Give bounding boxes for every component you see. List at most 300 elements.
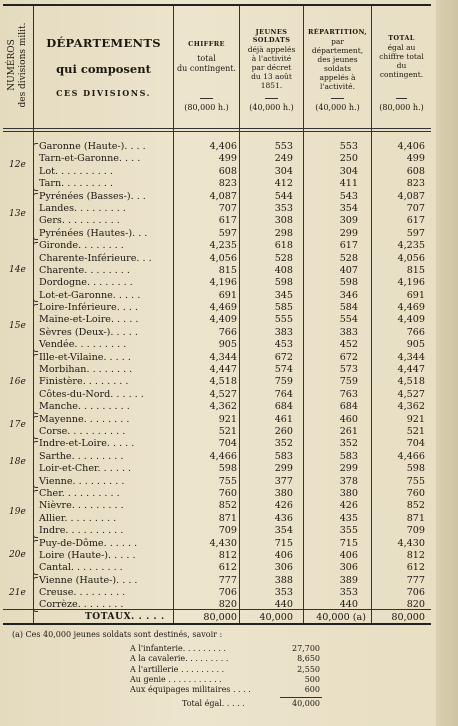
cell-total-contingent: 4,344 bbox=[209, 351, 237, 363]
cell-repartition: 584 bbox=[339, 302, 358, 314]
header-c2-unit: (40,000 h.) bbox=[249, 103, 294, 112]
cell-already-called: 598 bbox=[274, 277, 293, 289]
cell-total-contingent: 617 bbox=[218, 215, 237, 227]
cell-total-equal: 4,056 bbox=[397, 252, 425, 264]
cell-total-equal: 777 bbox=[406, 574, 425, 586]
totals-label: TOTAUX. . . . . bbox=[85, 612, 165, 622]
cell-repartition: 352 bbox=[339, 438, 358, 450]
department-name: Charente. . . . . . . . bbox=[39, 264, 130, 276]
division-brace bbox=[33, 354, 38, 414]
cell-repartition: 353 bbox=[339, 587, 358, 599]
cell-total-contingent: 4,430 bbox=[209, 537, 237, 549]
header-c2-sub: déjà appelés à l'activité par décret du 13 août 1851. bbox=[247, 45, 296, 90]
footnote-item-label: Aux équipages militaires . . . . bbox=[130, 684, 251, 694]
cell-already-called: 304 bbox=[274, 165, 293, 177]
cell-already-called: 380 bbox=[274, 487, 293, 499]
cell-total-equal: 820 bbox=[406, 599, 425, 611]
division-brace bbox=[33, 143, 38, 191]
cell-already-called: 555 bbox=[274, 314, 293, 326]
cell-repartition: 346 bbox=[339, 289, 358, 301]
cell-total-contingent: 812 bbox=[218, 549, 237, 561]
cell-total-contingent: 4,518 bbox=[209, 376, 237, 388]
header-division-line1: NUMÉROS bbox=[7, 39, 17, 91]
division-brace bbox=[33, 416, 38, 439]
table-row bbox=[3, 376, 431, 388]
cell-total-contingent: 905 bbox=[218, 339, 237, 351]
cell-total-contingent: 4,406 bbox=[209, 141, 237, 152]
cell-repartition: 354 bbox=[339, 202, 358, 214]
cell-total-contingent: 4,196 bbox=[209, 277, 237, 289]
cell-already-called: 306 bbox=[274, 562, 293, 574]
department-name: Pyrénées (Hautes-). . . bbox=[39, 227, 148, 239]
cell-already-called: 345 bbox=[274, 289, 293, 301]
cell-total-contingent: 820 bbox=[218, 599, 237, 611]
cell-total-contingent: 766 bbox=[218, 326, 237, 338]
cell-repartition: 583 bbox=[339, 450, 358, 462]
cell-already-called: 353 bbox=[274, 202, 293, 214]
department-name: Finistère. . . . . . . . bbox=[39, 376, 129, 388]
footnote-item-value: 8,650 bbox=[297, 654, 320, 664]
header-division-numbers bbox=[3, 6, 33, 128]
cell-already-called: 354 bbox=[274, 525, 293, 537]
table-row bbox=[3, 253, 431, 265]
header-c1-title: CHIFFRE bbox=[188, 40, 225, 48]
header-rule bbox=[3, 131, 431, 132]
cell-already-called: 764 bbox=[274, 388, 293, 400]
cell-total-equal: 4,344 bbox=[397, 351, 425, 363]
cell-already-called: 408 bbox=[274, 264, 293, 276]
department-name: Creuse. . . . . . . . . bbox=[39, 587, 126, 599]
header-total-equal bbox=[372, 6, 431, 128]
cell-total-contingent: 707 bbox=[218, 202, 237, 214]
cell-repartition: 306 bbox=[339, 562, 358, 574]
header-repartition bbox=[304, 6, 371, 128]
cell-total-contingent: 871 bbox=[218, 512, 237, 524]
department-name: Nièvre. . . . . . . . . bbox=[39, 500, 124, 512]
department-name: Charente-Inférieure. . . bbox=[39, 252, 152, 264]
table-row bbox=[3, 364, 431, 376]
cell-total-equal: 766 bbox=[406, 326, 425, 338]
header-c1-dash bbox=[200, 98, 213, 99]
table-row bbox=[3, 476, 431, 488]
table-row bbox=[3, 265, 431, 277]
cell-total-contingent: 4,527 bbox=[209, 388, 237, 400]
table-row bbox=[3, 290, 431, 302]
table-row bbox=[3, 587, 431, 599]
cell-total-contingent: 4,447 bbox=[209, 364, 237, 376]
header-rule bbox=[3, 128, 431, 129]
division-number: 17e bbox=[9, 420, 26, 431]
table-row bbox=[3, 451, 431, 463]
department-name: Vienne. . . . . . . . . bbox=[39, 475, 125, 487]
department-name: Gers. . . . . . . . . . bbox=[39, 215, 120, 227]
footnote-total-label: Total égal. . . . . bbox=[182, 699, 245, 709]
cell-total-contingent: 4,409 bbox=[209, 314, 237, 326]
division-brace bbox=[33, 540, 38, 575]
cell-total-equal: 4,518 bbox=[397, 376, 425, 388]
table-row bbox=[3, 166, 431, 178]
cell-repartition: 299 bbox=[339, 227, 358, 239]
cell-repartition: 407 bbox=[339, 264, 358, 276]
footnote-item-value: 500 bbox=[304, 674, 320, 684]
table-row bbox=[3, 500, 431, 512]
cell-already-called: 406 bbox=[274, 549, 293, 561]
cell-total-equal: 4,087 bbox=[397, 190, 425, 202]
cell-repartition: 355 bbox=[339, 525, 358, 537]
header-c4-dash bbox=[396, 98, 408, 99]
cell-repartition: 553 bbox=[339, 141, 358, 152]
table-row bbox=[3, 327, 431, 339]
cell-repartition: 250 bbox=[339, 153, 358, 165]
department-name: Loire (Haute-). . . . . bbox=[39, 549, 136, 561]
cell-total-equal: 597 bbox=[406, 227, 425, 239]
cell-repartition: 528 bbox=[339, 252, 358, 264]
department-name: Vienne (Haute-). . . . bbox=[39, 574, 138, 586]
header-departments bbox=[34, 6, 173, 128]
division-number: 19e bbox=[9, 507, 26, 517]
department-name: Loire-Inférieure. . . . bbox=[39, 302, 139, 314]
department-name: Côtes-du-Nord. . . . . . bbox=[39, 388, 144, 400]
table-row bbox=[3, 426, 431, 438]
cell-repartition: 598 bbox=[339, 277, 358, 289]
department-name: Mayenne. . . . . . . . bbox=[39, 413, 130, 425]
cell-repartition: 672 bbox=[339, 351, 358, 363]
department-name: Lot. . . . . . . . . . bbox=[39, 165, 113, 177]
cell-total-equal: 499 bbox=[406, 153, 425, 165]
division-brace bbox=[33, 242, 38, 302]
cell-already-called: 353 bbox=[274, 587, 293, 599]
cell-already-called: 412 bbox=[274, 178, 293, 190]
department-name: Loir-et-Cher. . . . . . bbox=[39, 463, 132, 475]
cell-total-contingent: 706 bbox=[218, 587, 237, 599]
division-number: 21e bbox=[9, 587, 26, 598]
department-name: Indre. . . . . . . . . . bbox=[39, 525, 124, 537]
cell-total-contingent: 704 bbox=[218, 438, 237, 450]
table-row bbox=[3, 414, 431, 426]
division-number: 12e bbox=[9, 159, 26, 170]
totals-c3: 40,000 (a) bbox=[316, 612, 366, 623]
cell-repartition: 452 bbox=[339, 339, 358, 351]
cell-total-equal: 617 bbox=[406, 215, 425, 227]
table-row bbox=[3, 463, 431, 475]
table-row bbox=[3, 314, 431, 326]
department-name: Cher. . . . . . . . . . bbox=[39, 487, 120, 499]
cell-already-called: 383 bbox=[274, 326, 293, 338]
cell-total-equal: 905 bbox=[406, 339, 425, 351]
department-name: Landes. . . . . . . . . bbox=[39, 202, 126, 214]
table-row bbox=[3, 550, 431, 562]
page-gutter bbox=[436, 0, 458, 726]
cell-already-called: 298 bbox=[274, 227, 293, 239]
header-c1-unit: (80,000 h.) bbox=[184, 103, 229, 112]
department-name: Sarthe. . . . . . . . . bbox=[39, 450, 124, 462]
cell-total-equal: 706 bbox=[406, 587, 425, 599]
table-body bbox=[3, 141, 431, 612]
cell-already-called: 684 bbox=[274, 401, 293, 413]
cell-total-equal: 815 bbox=[406, 264, 425, 276]
cell-total-equal: 598 bbox=[406, 463, 425, 475]
footnote-item bbox=[12, 665, 422, 675]
cell-repartition: 435 bbox=[339, 512, 358, 524]
department-name: Gironde. . . . . . . . bbox=[39, 240, 124, 252]
contingent-table bbox=[3, 4, 431, 625]
cell-repartition: 383 bbox=[339, 326, 358, 338]
header-c1-sub1: total bbox=[197, 54, 216, 63]
department-name: Tarn. . . . . . . . . bbox=[39, 178, 113, 190]
header-dept-line1: DÉPARTEMENTS bbox=[46, 36, 161, 50]
table-row bbox=[3, 141, 431, 153]
department-name: Cantal. . . . . . . . . bbox=[39, 562, 123, 574]
cell-total-equal: 521 bbox=[406, 425, 425, 437]
cell-already-called: 672 bbox=[274, 351, 293, 363]
cell-repartition: 304 bbox=[339, 165, 358, 177]
footnote-item-label: A l'infanterie. . . . . . . . . bbox=[130, 644, 226, 654]
cell-total-contingent: 499 bbox=[218, 153, 237, 165]
cell-already-called: 759 bbox=[274, 376, 293, 388]
cell-total-contingent: 612 bbox=[218, 562, 237, 574]
table-row bbox=[3, 203, 431, 215]
table-row bbox=[3, 191, 431, 203]
cell-repartition: 460 bbox=[339, 413, 358, 425]
table-row bbox=[3, 525, 431, 537]
cell-repartition: 715 bbox=[339, 537, 358, 549]
cell-repartition: 380 bbox=[339, 487, 358, 499]
cell-already-called: 388 bbox=[274, 574, 293, 586]
cell-repartition: 543 bbox=[339, 190, 358, 202]
cell-total-contingent: 598 bbox=[218, 463, 237, 475]
table-row bbox=[3, 215, 431, 227]
cell-already-called: 436 bbox=[274, 512, 293, 524]
cell-repartition: 573 bbox=[339, 364, 358, 376]
department-name: Lot-et-Garonne. . . . . bbox=[39, 289, 141, 301]
division-brace bbox=[33, 304, 38, 352]
division-brace bbox=[33, 193, 38, 241]
cell-total-equal: 4,362 bbox=[397, 401, 425, 413]
table-row bbox=[3, 488, 431, 500]
header-already-called bbox=[240, 6, 303, 128]
header-c3-unit: (40,000 h.) bbox=[315, 103, 360, 112]
cell-total-equal: 704 bbox=[406, 438, 425, 450]
department-name: Vendée. . . . . . . . . bbox=[39, 339, 127, 351]
table-row bbox=[3, 228, 431, 240]
table-row bbox=[3, 438, 431, 450]
header-c3-title: RÉPARTITION, bbox=[307, 28, 368, 36]
cell-total-contingent: 823 bbox=[218, 178, 237, 190]
cell-total-equal: 871 bbox=[406, 512, 425, 524]
cell-total-contingent: 777 bbox=[218, 574, 237, 586]
footnote-item-label: Au genie . . . . . . . . . . . bbox=[130, 674, 222, 684]
division-number: 16e bbox=[9, 376, 26, 387]
cell-already-called: 260 bbox=[274, 425, 293, 437]
department-name: Ille-et-Vilaine. . . . . bbox=[39, 351, 131, 363]
header-c4-title: TOTAL bbox=[388, 34, 415, 42]
footnote-title: (a) Ces 40,000 jeunes soldats sont destinés, savoir : bbox=[12, 630, 223, 639]
division-number: 15e bbox=[9, 321, 26, 331]
table-row bbox=[3, 178, 431, 190]
department-name: Garonne (Haute-). . . . bbox=[39, 141, 146, 152]
footnote-item-label: A l'artillerie . . . . . . . . . bbox=[130, 664, 225, 674]
totals-row bbox=[3, 611, 431, 624]
table-row bbox=[3, 302, 431, 314]
division-number: 14e bbox=[9, 265, 26, 276]
header-c4-unit: (80,000 h.) bbox=[379, 103, 424, 112]
cell-already-called: 377 bbox=[274, 475, 293, 487]
department-name: Allier. . . . . . . . . bbox=[39, 512, 117, 524]
footnote-total bbox=[12, 699, 422, 709]
cell-total-equal: 921 bbox=[406, 413, 425, 425]
cell-repartition: 389 bbox=[339, 574, 358, 586]
cell-total-contingent: 608 bbox=[218, 165, 237, 177]
cell-total-contingent: 755 bbox=[218, 475, 237, 487]
cell-total-contingent: 852 bbox=[218, 500, 237, 512]
cell-already-called: 583 bbox=[274, 450, 293, 462]
table-row bbox=[3, 153, 431, 165]
cell-total-contingent: 4,469 bbox=[209, 302, 237, 314]
cell-repartition: 299 bbox=[339, 463, 358, 475]
department-name: Morbihan. . . . . . . . bbox=[39, 364, 133, 376]
cell-already-called: 249 bbox=[274, 153, 293, 165]
table-row bbox=[3, 401, 431, 413]
cell-total-equal: 612 bbox=[406, 562, 425, 574]
header-c3-sub: par département, des jeunes soldats appelés à l'activité. bbox=[311, 37, 364, 91]
cell-already-called: 585 bbox=[274, 302, 293, 314]
cell-repartition: 261 bbox=[339, 425, 358, 437]
footnote-item bbox=[12, 685, 422, 695]
table-row bbox=[3, 538, 431, 550]
header-c2-dash bbox=[265, 98, 278, 99]
footnote-item-value: 2,550 bbox=[297, 664, 320, 674]
cell-already-called: 299 bbox=[274, 463, 293, 475]
footnote-item-value: 27,700 bbox=[292, 644, 320, 654]
cell-total-contingent: 4,087 bbox=[209, 190, 237, 202]
cell-total-equal: 707 bbox=[406, 202, 425, 214]
department-name: Corse. . . . . . . . . . bbox=[39, 425, 126, 437]
cell-repartition: 617 bbox=[339, 240, 358, 252]
table-row bbox=[3, 562, 431, 574]
cell-repartition: 411 bbox=[339, 178, 358, 190]
header-c3-dash bbox=[331, 98, 344, 99]
cell-repartition: 440 bbox=[339, 599, 358, 611]
cell-repartition: 684 bbox=[339, 401, 358, 413]
header-c2-title: JEUNES SOLDATS bbox=[252, 28, 291, 44]
cell-total-contingent: 521 bbox=[218, 425, 237, 437]
cell-total-equal: 709 bbox=[406, 525, 425, 537]
cell-total-equal: 4,235 bbox=[397, 240, 425, 252]
footnote bbox=[12, 630, 422, 709]
cell-total-contingent: 815 bbox=[218, 264, 237, 276]
totals-c1: 80,000 bbox=[203, 612, 237, 623]
department-name: Pyrénées (Basses-). . . bbox=[39, 190, 146, 202]
division-brace bbox=[33, 577, 38, 612]
department-name: Sèvres (Deux-). . . . . bbox=[39, 326, 138, 338]
department-name: Corrèze. . . . . . . . bbox=[39, 599, 124, 611]
header-dept-line2: qui composent bbox=[56, 62, 151, 76]
division-number: 18e bbox=[9, 457, 26, 468]
cell-total-equal: 4,469 bbox=[397, 302, 425, 314]
cell-total-equal: 4,447 bbox=[397, 364, 425, 376]
cell-repartition: 378 bbox=[339, 475, 358, 487]
header-total-contingent bbox=[174, 6, 239, 128]
cell-repartition: 309 bbox=[339, 215, 358, 227]
totals-c4: 80,000 bbox=[391, 612, 425, 623]
table-row bbox=[3, 339, 431, 351]
table-row bbox=[3, 513, 431, 525]
cell-already-called: 544 bbox=[274, 190, 293, 202]
cell-total-equal: 4,196 bbox=[397, 277, 425, 289]
cell-total-equal: 4,466 bbox=[397, 450, 425, 462]
cell-total-contingent: 691 bbox=[218, 289, 237, 301]
department-name: Puy-de-Dôme. . . . . . bbox=[39, 537, 138, 549]
cell-total-equal: 812 bbox=[406, 549, 425, 561]
cell-total-contingent: 760 bbox=[218, 487, 237, 499]
totals-c2: 40,000 bbox=[259, 612, 293, 623]
table-row bbox=[3, 352, 431, 364]
header-c1-sub2: du contingent. bbox=[177, 64, 236, 73]
division-brace bbox=[33, 441, 38, 489]
footnote-item bbox=[12, 675, 422, 685]
cell-already-called: 461 bbox=[274, 413, 293, 425]
department-name: Indre-et-Loire. . . . . bbox=[39, 438, 135, 450]
cell-total-equal: 691 bbox=[406, 289, 425, 301]
cell-total-contingent: 4,362 bbox=[209, 401, 237, 413]
cell-total-contingent: 4,056 bbox=[209, 252, 237, 264]
cell-total-equal: 608 bbox=[406, 165, 425, 177]
table-row bbox=[3, 389, 431, 401]
cell-already-called: 453 bbox=[274, 339, 293, 351]
cell-total-contingent: 709 bbox=[218, 525, 237, 537]
footnote-total-value: 40,000 bbox=[292, 699, 320, 709]
cell-repartition: 406 bbox=[339, 549, 358, 561]
division-number: 20e bbox=[9, 550, 26, 561]
footnote-sum-rule bbox=[280, 697, 322, 698]
cell-total-contingent: 4,235 bbox=[209, 240, 237, 252]
cell-already-called: 308 bbox=[274, 215, 293, 227]
footnote-item bbox=[12, 654, 422, 664]
cell-already-called: 440 bbox=[274, 599, 293, 611]
cell-already-called: 715 bbox=[274, 537, 293, 549]
cell-total-equal: 4,527 bbox=[397, 388, 425, 400]
footnote-item-label: A la cavalerie. . . . . . . . . bbox=[130, 654, 229, 664]
table-row bbox=[3, 575, 431, 587]
cell-repartition: 763 bbox=[339, 388, 358, 400]
header-dept-line3: CES DIVISIONS. bbox=[56, 88, 151, 98]
cell-repartition: 759 bbox=[339, 376, 358, 388]
cell-already-called: 574 bbox=[274, 364, 293, 376]
cell-total-equal: 823 bbox=[406, 178, 425, 190]
cell-already-called: 426 bbox=[274, 500, 293, 512]
cell-already-called: 618 bbox=[274, 240, 293, 252]
table-row bbox=[3, 599, 431, 611]
department-name: Manche. . . . . . . . . bbox=[39, 401, 130, 413]
department-name: Maine-et-Loire. . . . . bbox=[39, 314, 139, 326]
cell-already-called: 553 bbox=[274, 141, 293, 152]
footnote-items bbox=[12, 644, 422, 695]
cell-total-contingent: 921 bbox=[218, 413, 237, 425]
header-c4-sub: égal au chiffre total du contingent. bbox=[379, 43, 424, 79]
department-name: Dordogne. . . . . . . . bbox=[39, 277, 133, 289]
division-number: 13e bbox=[9, 209, 26, 220]
cell-total-equal: 852 bbox=[406, 500, 425, 512]
cell-total-equal: 755 bbox=[406, 475, 425, 487]
cell-repartition: 554 bbox=[339, 314, 358, 326]
division-brace bbox=[33, 490, 38, 538]
cell-total-equal: 4,406 bbox=[397, 141, 425, 152]
cell-total-equal: 4,430 bbox=[397, 537, 425, 549]
cell-total-equal: 4,409 bbox=[397, 314, 425, 326]
cell-total-equal: 760 bbox=[406, 487, 425, 499]
footnote-item-value: 600 bbox=[304, 684, 320, 694]
cell-already-called: 528 bbox=[274, 252, 293, 264]
